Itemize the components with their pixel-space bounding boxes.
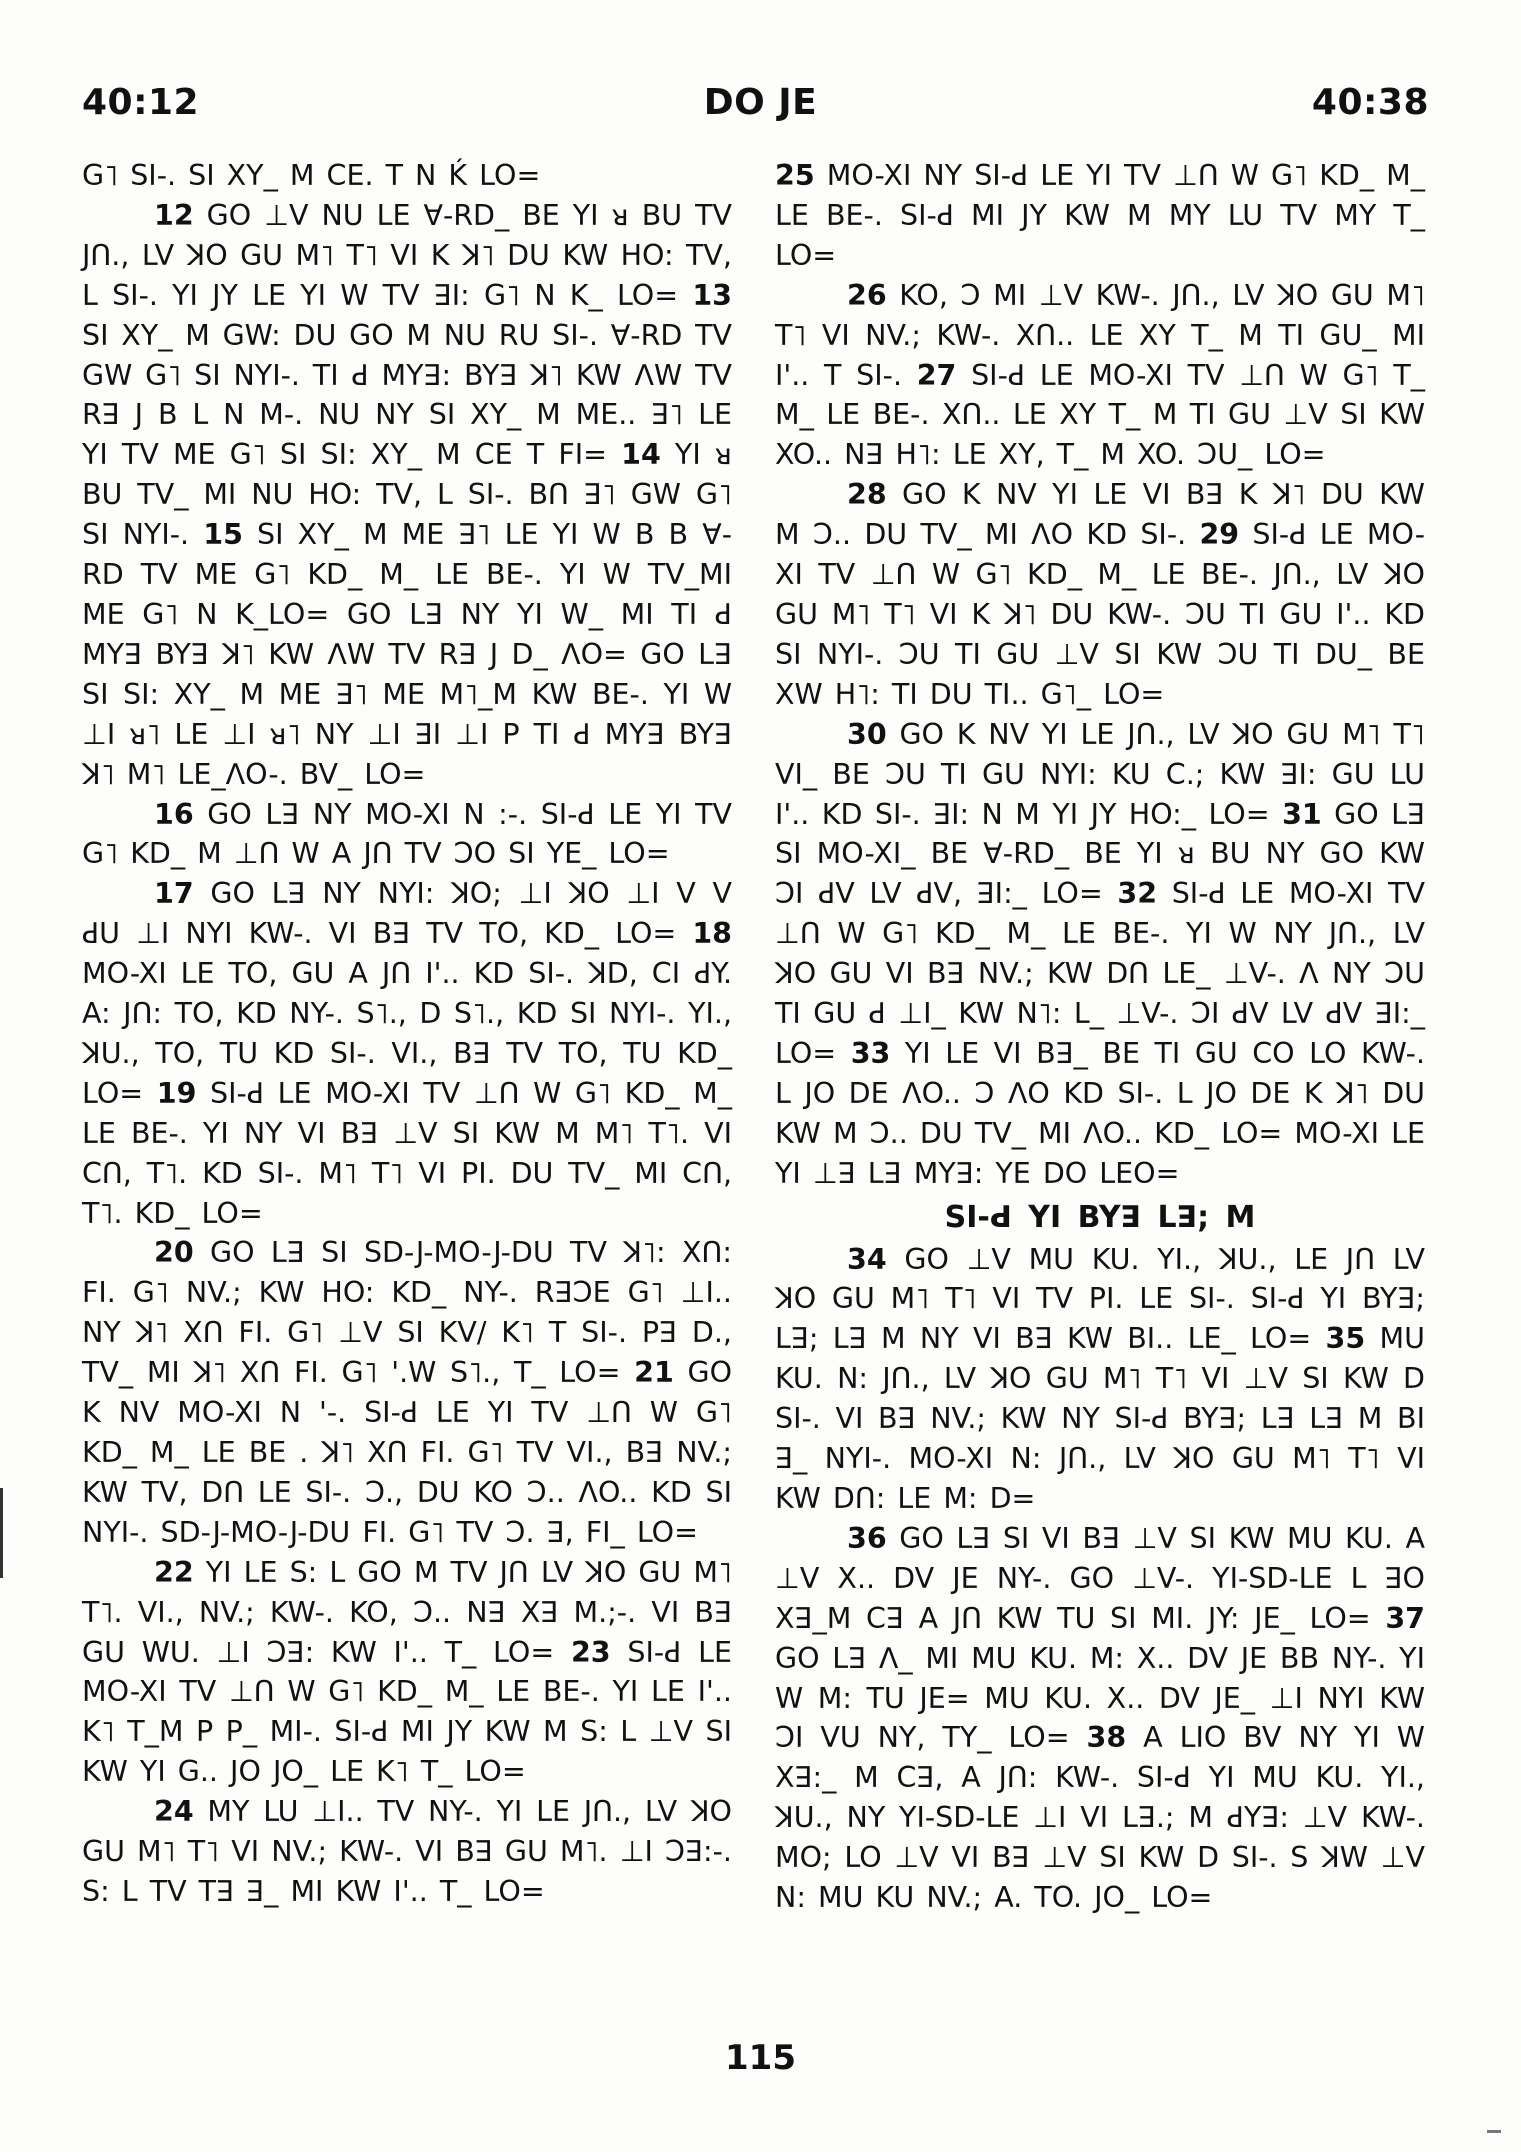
verse-number: 26 bbox=[847, 278, 887, 312]
verse-text: SI-ꓒ LE MO-XI TV ⊥Ո W G˥ T_ M_ LE BE-. XՈ.. LE XY T_ M TI GU ⊥V SI KW XO.. Nꓱ H˥: LE XY, T_ M XO. ƆU_ LO= bbox=[775, 358, 1425, 472]
running-head-end-reference: 40:38 bbox=[1311, 82, 1429, 123]
running-head-start-reference: 40:12 bbox=[82, 82, 200, 123]
paragraph bbox=[82, 1233, 732, 1552]
section-heading: SI-ꓒ YI BYꓱ Lꓱ; M bbox=[944, 1199, 1256, 1235]
verse-number: 24 bbox=[154, 1795, 194, 1829]
verse-text: KO, Ɔ MI ⊥V KW-. JՈ., LV ꓘO GU M˥ T˥ VI NV.; KW-. XՈ.. LE XY T_ M TI GU_ MI I'.. T SI-. bbox=[775, 278, 1425, 392]
verse-text: SI-ꓒ LE MO-XI TV ⊥Ո W G˥ KD_ M_ LE BE-. YI W NY JՈ., LV ꓘO GU VI Bꓱ NV.; KW DՈ LE_ ⊥V-. ꓥ NY ƆU TI GU ꓒ ⊥I_ KW N˥: L_ ⊥V-. ƆI ꓒV LV ꓒV ꓱI:_ LO= bbox=[775, 877, 1425, 1070]
verse-text: GO Lꓱ ꓥ_ MI MU KU. M: X.. DV JE BB NY-. YI W M: TU JE= MU KU. X.. DV JE_ ⊥I NYI KW ƆI VU NY, TY_ LO= bbox=[775, 1641, 1425, 1755]
verse-text: A LIO BV NY YI W Xꓱ:_ M Cꓱ, A JՈ: KW-. SI-ꓒ YI MU KU. YI., ꓘU., NY YI-SD-LE ⊥I VI Lꓱ.; M ꓒYꓱ: ⊥V KW-. MO; LO ⊥V VI Bꓱ ⊥V SI KW D SI-. S ꓘW ⊥V N: MU KU NV.; A. TO. JO_ LO= bbox=[775, 1721, 1425, 1915]
verse-text: GO K NV YI LE JՈ., LV ꓘO GU M˥ T˥ VI_ BE ƆU TI GU NYI: KU C.; KW ꓱI: GU LU I'.. KD SI-. ꓱI: N M YI JY HO:_ LO= bbox=[775, 717, 1425, 831]
verse-text: GO ⊥V NU LE ∀-RD_ BE YI ᴚ BU TV JՈ., LV ꓘO GU M˥ T˥ VI K ꓘ˥ DU KW HO: TV, L SI-. YI JY LE YI W TV ꓱI: G˥ N K_ LO= bbox=[82, 198, 732, 312]
verse-number: 33 bbox=[850, 1036, 891, 1070]
paragraph bbox=[775, 715, 1425, 1194]
page-number: 115 bbox=[725, 2038, 796, 2078]
verse-number: 29 bbox=[1199, 518, 1240, 552]
paragraph bbox=[775, 156, 1425, 276]
verse-number: 16 bbox=[154, 797, 194, 831]
paragraph bbox=[775, 276, 1425, 476]
verse-number: 31 bbox=[1282, 797, 1322, 831]
right-text-column bbox=[775, 156, 1425, 1918]
verse-number: 22 bbox=[154, 1555, 194, 1589]
verse-text: MU KU. N: JՈ., LV ꓘO GU M˥ T˥ VI ⊥V SI KW D SI-. VI Bꓱ NV.; KW NY SI-ꓒ BYꓱ; Lꓱ Lꓱ M BI ꓱ_ NYI-. MO-XI N: JՈ., LV ꓘO GU M˥ T˥ VI KW DՈ: LE M: D= bbox=[775, 1322, 1425, 1515]
verse-text: YI ᴚ BU TV_ MI NU HO: TV, L SI-. BՈ ꓱ˥ GW G˥ SI NYI-. bbox=[82, 438, 732, 552]
verse-text: YI LE S: L GO M TV JՈ LV ꓘO GU M˥ T˥. VI., NV.; KW-. KO, Ɔ.. Nꓱ Xꓱ M.;-. VI Bꓱ GU WU. ⊥I Ɔꓱ: KW I'.. T_ LO= bbox=[82, 1555, 732, 1669]
verse-text: SI XY_ M GW: DU GO M NU RU SI-. ∀-RD TV GW G˥ SI NYI-. TI ꓒ MYꓱ: BYꓱ ꓘ˥ KW ꓥW TV Rꓱ J B L N M-. NU NY SI XY_ M ME.. ꓱ˥ LE YI TV ME G˥ SI SI: XY_ M CE T FI= bbox=[82, 318, 732, 472]
verse-text: SI-ꓒ LE MO-XI TV ⊥Ո W G˥ KD_ M_ LE BE-. JՈ., LV ꓘO GU M˥ T˥ VI K ꓘ˥ DU KW-. ƆU TI GU I'.. KD SI NYI-. ƆU TI GU ⊥V SI KW ƆU TI DU_ BE XW H˥: TI DU TI.. G˥_ LO= bbox=[775, 518, 1425, 711]
verse-number: 25 bbox=[775, 159, 815, 192]
left-text-column bbox=[82, 156, 732, 1912]
verse-text: GO K NV YI LE VI Bꓱ K ꓘ˥ DU KW M Ɔ.. DU TV_ MI ꓥO KD SI-. bbox=[775, 478, 1425, 552]
verse-number: 30 bbox=[847, 717, 887, 751]
scan-corner-tick bbox=[1487, 2130, 1501, 2133]
verse-text: MO-XI LE TO, GU A JՈ I'.. KD SI-. ꓘD, CI ꓒY. A: JՈ: TO, KD NY-. S˥., D S˥., KD SI NYI-. YI., ꓘU., TO, TU KD SI-. VI., Bꓱ TV TO, TU KD_ LO= bbox=[82, 957, 732, 1110]
verse-number: 18 bbox=[692, 917, 732, 951]
running-head-book-title: DO JE bbox=[703, 82, 818, 123]
verse-text: GO Lꓱ SI VI Bꓱ ⊥V SI KW MU KU. A ⊥V X.. DV JE NY-. GO ⊥V-. YI-SD-LE L ꓱO Xꓱ_M Cꓱ A JՈ KW TU SI MI. JY: JE_ LO= bbox=[775, 1521, 1425, 1635]
verse-number: 28 bbox=[847, 478, 887, 512]
verse-number: 13 bbox=[692, 278, 732, 312]
verse-number: 23 bbox=[570, 1635, 611, 1669]
verse-number: 14 bbox=[621, 438, 661, 472]
paragraph bbox=[82, 795, 732, 875]
verse-text: SI XY_ M ME ꓱ˥ LE YI W B B ∀-RD TV ME G˥ KD_ M_ LE BE-. YI W TV_MI ME G˥ N K_LO= GO Lꓱ NY YI W_ MI TI ꓒ MYꓱ BYꓱ ꓘ˥ KW ꓥW TV Rꓱ J D_ ꓥO= GO Lꓱ SI SI: XY_ M ME ꓱ˥ ME M˥_M KW BE-. YI W ⊥I ᴚ˥ LE ⊥I ᴚ˥ NY ⊥I ꓱI ⊥I P TI ꓒ MYꓱ BYꓱ ꓘ˥ M˥ LE_ꓥO-. BV_ LO= bbox=[82, 518, 732, 791]
verse-number: 34 bbox=[847, 1242, 887, 1276]
paragraph bbox=[775, 475, 1425, 714]
scan-edge-mark bbox=[0, 1488, 3, 1578]
verse-number: 12 bbox=[154, 198, 194, 232]
verse-text: GO Lꓱ SI MO-XI_ BE ∀-RD_ BE YI ᴚ BU NY GO KW ƆI ꓒV LV ꓒV, ꓱI:_ LO= bbox=[775, 797, 1425, 911]
paragraph bbox=[82, 1792, 732, 1912]
verse-number: 20 bbox=[154, 1236, 194, 1270]
verse-number: 36 bbox=[847, 1521, 887, 1555]
verse-number: 37 bbox=[1385, 1601, 1425, 1635]
verse-text: YI LE VI Bꓱ_ BE TI GU CO LO KW-. L JO DE ꓥO.. Ɔ ꓥO KD SI-. L JO DE K ꓘ˥ DU KW M Ɔ.. DU TV_ MI ꓥO.. KD_ LO= MO-XI LE YI ⊥ꓱ Lꓱ MYꓱ: YE DO LEO= bbox=[775, 1036, 1425, 1190]
verse-text: GO Lꓱ SI SD-J-MO-J-DU TV ꓘ˥: XՈ: FI. G˥ NV.; KW HO: KD_ NY-. RꓱƆE G˥ ⊥I.. NY ꓘ˥ XՈ FI. G˥ ⊥V SI KV/ K˥ T SI-. Pꓱ D., TV_ MI ꓘ˥ XՈ FI. G˥ '.W S˥., T_ LO= bbox=[82, 1236, 732, 1390]
verse-text: GO K NV MO-XI N '-. SI-ꓒ LE YI TV ⊥Ո W G˥ KD_ M_ LE BE . ꓘ˥ XՈ FI. G˥ TV VI., Bꓱ NV.; KW TV, DՈ LE SI-. Ɔ., DU KO Ɔ.. ꓥO.. KD SI NYI-. SD-J-MO-J-DU FI. G˥ TV Ɔ. ꓱ, FI_ LO= bbox=[82, 1356, 732, 1549]
paragraph bbox=[82, 156, 732, 196]
paragraph bbox=[775, 1240, 1425, 1519]
verse-text: GO Lꓱ NY MO-XI N :-. SI-ꓒ LE YI TV G˥ KD_ M ⊥Ո W A JՈ TV ƆO SI YE_ LO= bbox=[82, 797, 732, 871]
verse-number: 32 bbox=[1117, 877, 1158, 911]
verse-number: 35 bbox=[1325, 1322, 1366, 1356]
verse-number: 38 bbox=[1086, 1721, 1127, 1755]
verse-number: 17 bbox=[154, 877, 194, 911]
verse-number: 21 bbox=[634, 1356, 674, 1390]
paragraph bbox=[775, 1519, 1425, 1918]
paragraph bbox=[82, 196, 732, 795]
verse-number: 27 bbox=[916, 358, 957, 392]
paragraph bbox=[82, 1553, 732, 1792]
verse-text: SI-ꓒ LE MO-XI TV ⊥Ո W G˥ KD_ M_ LE BE-. YI LE I'.. K˥ T_M P P_ MI-. SI-ꓒ MI JY KW M S: L ⊥V SI KW YI G.. JO JO_ LE K˥ T_ LO= bbox=[82, 1635, 732, 1789]
verse-text: GO Lꓱ NY NYI: ꓘO; ⊥I ꓘO ⊥I V V ꓒU ⊥I NYI KW-. VI Bꓱ TV TO, KD_ LO= bbox=[82, 877, 732, 951]
verse-text: MO-XI NY SI-ꓒ LE YI TV ⊥Ո W G˥ KD_ M_ LE BE-. SI-ꓒ MI JY KW M MY LU TV MY T_ LO= bbox=[775, 159, 1425, 272]
verse-text: SI-ꓒ LE MO-XI TV ⊥Ո W G˥ KD_ M_ LE BE-. YI NY VI Bꓱ ⊥V SI KW M M˥ T˥. VI CՈ, T˥. KD SI-. M˥ T˥ VI PI. DU TV_ MI CՈ, T˥. KD_ LO= bbox=[82, 1076, 732, 1230]
verse-text: MY LU ⊥I.. TV NY-. YI LE JՈ., LV ꓘO GU M˥ T˥ VI NV.; KW-. VI Bꓱ GU M˥. ⊥I Ɔꓱ:-. S: L TV Tꓱ ꓱ_ MI KW I'.. T_ LO= bbox=[82, 1795, 732, 1908]
verse-text: G˥ SI-. SI XY_ M CE. T N Ḱ LO= bbox=[82, 159, 541, 192]
verse-text: GO ⊥V MU KU. YI., ꓘU., LE JՈ LV ꓘO GU M˥ T˥ VI TV PI. LE SI-. SI-ꓒ YI BYꓱ; Lꓱ; Lꓱ M NY VI Bꓱ KW BI.. LE_ LO= bbox=[775, 1242, 1425, 1356]
verse-number: 19 bbox=[156, 1076, 197, 1110]
verse-number: 15 bbox=[203, 518, 243, 552]
paragraph bbox=[82, 874, 732, 1233]
